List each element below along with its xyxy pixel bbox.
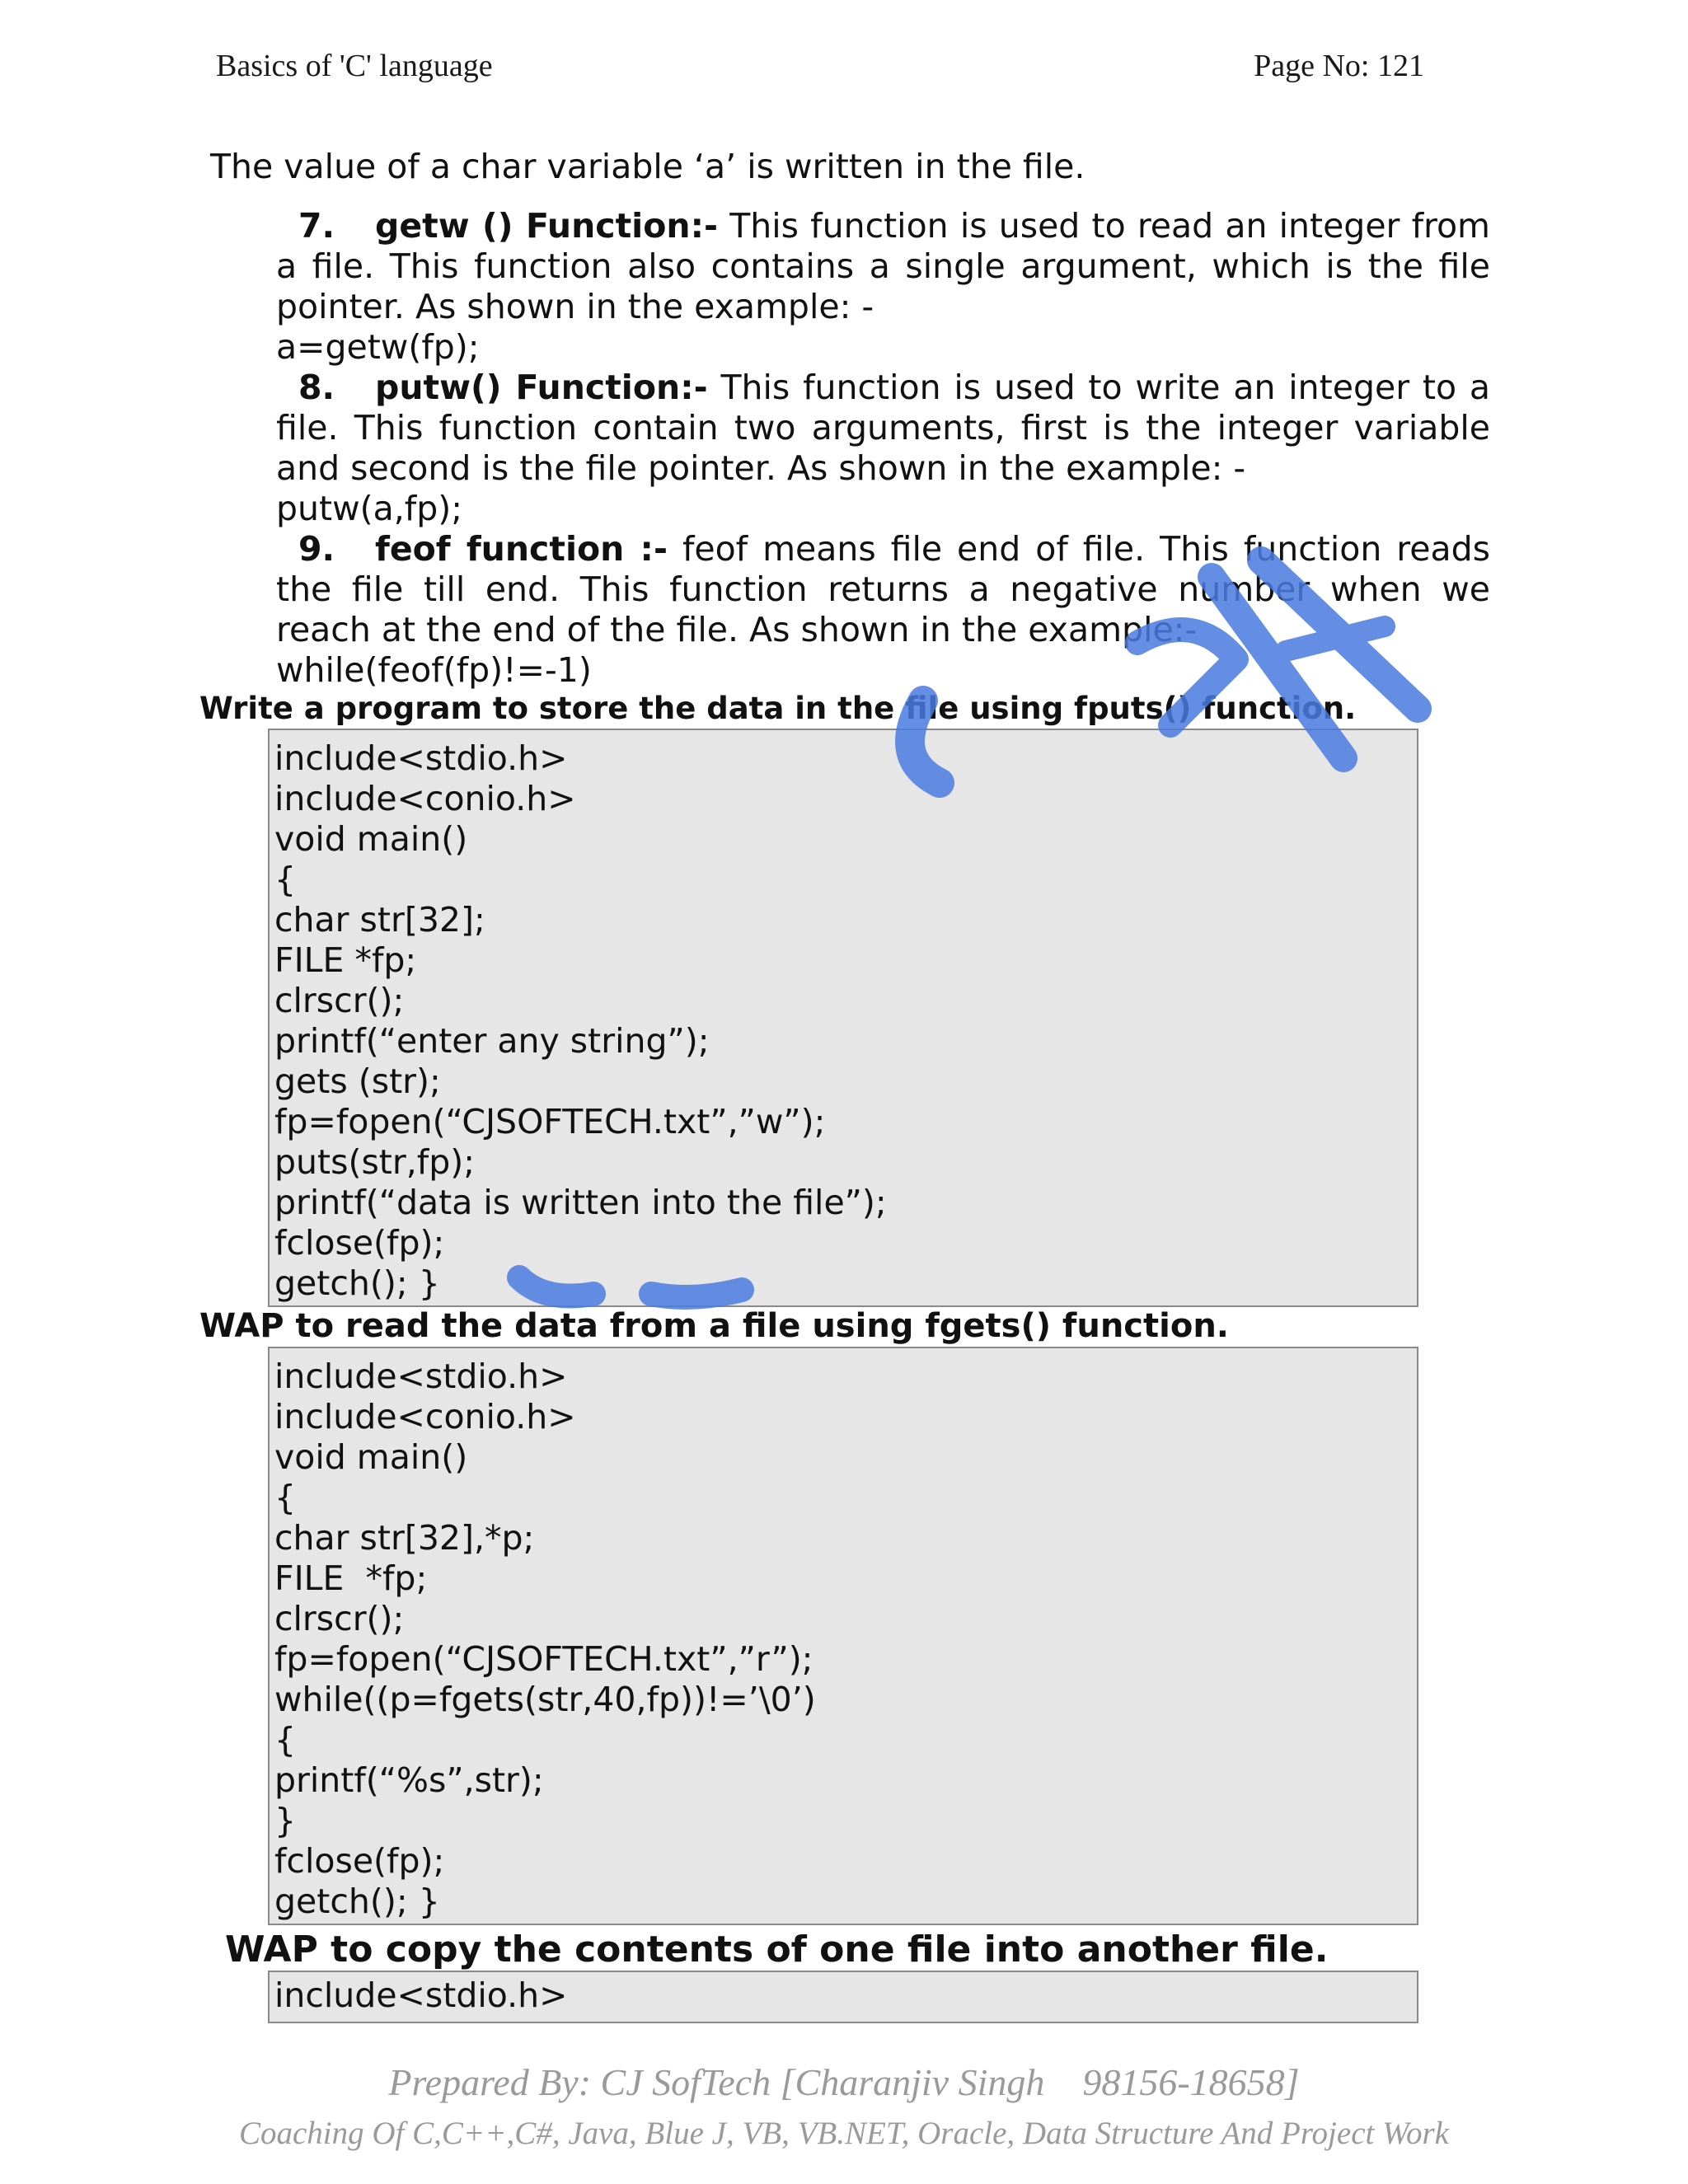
item-number: 7. — [298, 206, 335, 246]
code-line: clrscr(); — [274, 1599, 405, 1638]
code-block-fputs — [268, 729, 1418, 1307]
list-item-feof — [276, 529, 1490, 691]
running-header-title: Basics of 'C' language — [216, 49, 493, 83]
code-line: clrscr(); — [274, 981, 405, 1020]
code-line: include<conio.h> — [274, 1397, 576, 1436]
code-line: void main() — [274, 1437, 468, 1477]
item-number: 8. — [298, 368, 335, 407]
code-block-copy-file — [268, 1971, 1418, 2023]
item-term: feof function :- — [375, 529, 668, 569]
code-line: printf(“%s”,str); — [274, 1760, 544, 1800]
section-heading-fgets: WAP to read the data from a file using fgets() function. — [199, 1307, 1229, 1345]
code-line: printf(“data is written into the file”); — [274, 1183, 887, 1222]
code-line: include<stdio.h> — [274, 738, 568, 778]
code-line: char str[32],*p; — [274, 1518, 535, 1558]
code-line: fclose(fp); — [274, 1841, 445, 1881]
item-description: This function is used to read an integer from a file. This function also contains a single argument, which is the file pointer. As shown in the example: - — [276, 206, 1490, 326]
item-number: 9. — [298, 529, 335, 569]
function-list — [276, 206, 1490, 691]
page-number: Page No: 121 — [1254, 49, 1424, 83]
list-item-putw — [276, 368, 1490, 529]
section-heading-copy-file: WAP to copy the contents of one file into another file. — [225, 1929, 1329, 1971]
footer-prepared-by: Prepared By: CJ SofTech [Charanjiv Singh 98156-18658] — [388, 2061, 1300, 2103]
code-line: puts(str,fp); — [274, 1142, 476, 1182]
code-line: fp=fopen(“CJSOFTECH.txt”,”r”); — [274, 1639, 814, 1679]
code-line: { — [274, 1720, 297, 1760]
list-item-paragraph — [276, 368, 1490, 489]
code-line: printf(“enter any string”); — [274, 1021, 710, 1061]
code-line: while((p=fgets(str,40,fp))!=’\0’) — [274, 1680, 816, 1719]
code-line: FILE *fp; — [274, 940, 417, 980]
code-line: include<stdio.h> — [274, 1975, 568, 2015]
item-example-code: a=getw(fp); — [276, 327, 480, 367]
footer-coaching-line: Coaching Of C,C++,C#, Java, Blue J, VB, VB.NET, Oracle, Data Structure And Project Work — [238, 2116, 1449, 2151]
list-item-paragraph — [276, 206, 1490, 327]
list-item-getw — [276, 206, 1490, 368]
code-line: } — [274, 1801, 297, 1840]
code-line: getch(); } — [274, 1882, 440, 1921]
code-line: fclose(fp); — [274, 1223, 445, 1263]
code-line: getch(); } — [274, 1263, 440, 1303]
code-line: { — [274, 1478, 297, 1517]
item-example-code: putw(a,fp); — [276, 489, 463, 528]
code-line: void main() — [274, 819, 468, 859]
item-term: getw () Function:- — [375, 206, 719, 246]
code-line: include<stdio.h> — [274, 1357, 568, 1396]
code-line: FILE *fp; — [274, 1558, 428, 1598]
list-item-paragraph — [276, 529, 1490, 650]
section-heading-fputs: Write a program to store the data in the file using fputs() function. — [199, 691, 1357, 726]
item-description: This function is used to write an integer to a file. This function contain two arguments, first is the integer variable and second is the file pointer. As shown in the example: - — [276, 368, 1490, 488]
code-block-fgets — [268, 1347, 1418, 1925]
intro-sentence: The value of a char variable ‘a’ is written in the file. — [210, 147, 1085, 186]
item-term: putw() Function:- — [375, 368, 708, 407]
code-line: char str[32]; — [274, 900, 485, 940]
item-example-code: while(feof(fp)!=-1) — [276, 650, 592, 690]
code-line: gets (str); — [274, 1062, 441, 1101]
code-line: include<conio.h> — [274, 779, 576, 818]
code-line: { — [274, 860, 297, 899]
code-line: fp=fopen(“CJSOFTECH.txt”,”w”); — [274, 1102, 826, 1141]
item-description: feof means file end of file. This function reads the file till end. This function returns a negative number when we reach at the end of the file. As shown in the example:- — [276, 529, 1490, 649]
